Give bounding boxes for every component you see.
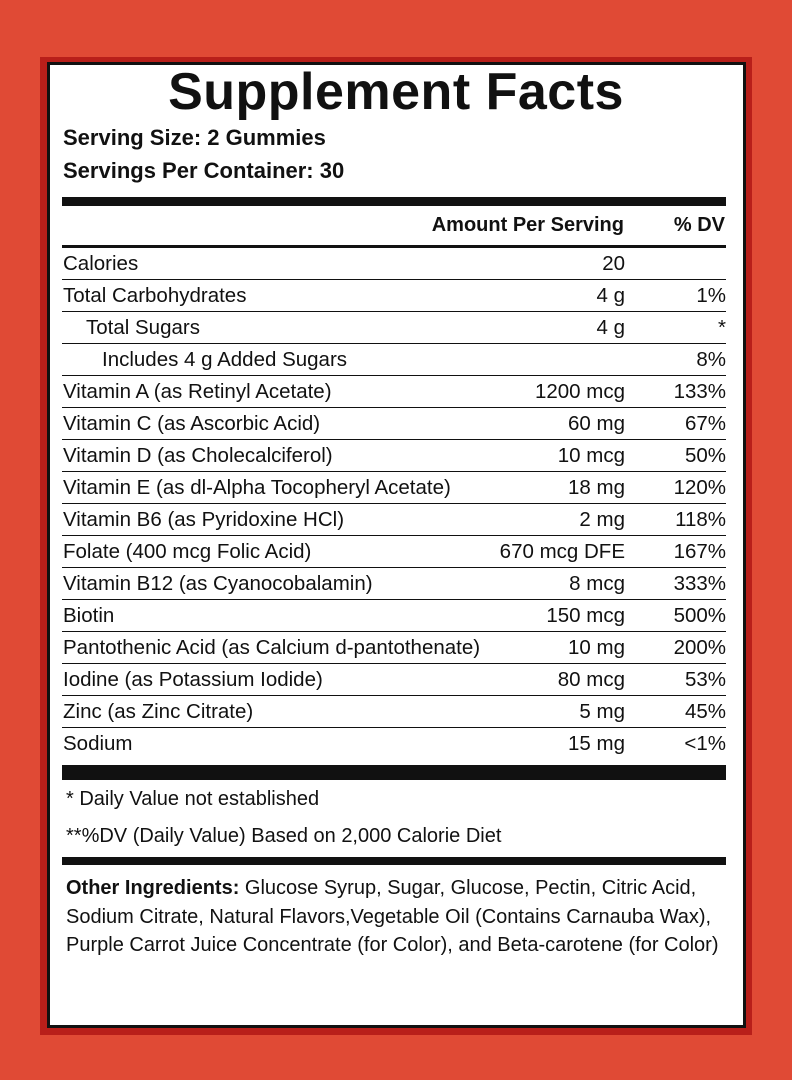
nutrient-name: Biotin <box>63 604 115 627</box>
nutrient-amount: 15 mg <box>568 732 625 755</box>
daily-value-header: % DV <box>673 214 725 236</box>
nutrient-name: Vitamin B6 (as Pyridoxine HCl) <box>63 508 345 531</box>
nutrient-amount: 20 <box>602 252 625 275</box>
nutrient-name: Vitamin A (as Retinyl Acetate) <box>63 380 332 403</box>
nutrient-daily-value: 118% <box>675 508 726 531</box>
nutrient-name: Total Sugars <box>86 316 200 339</box>
table-row <box>62 600 726 632</box>
table-row <box>62 728 726 760</box>
other-ingredients-label: Other Ingredients: <box>66 877 240 899</box>
page-title: Supplement Facts <box>168 63 624 121</box>
nutrient-daily-value: 53% <box>684 668 726 691</box>
nutrient-name: Calories <box>63 252 139 275</box>
nutrient-amount: 4 g <box>596 284 625 307</box>
nutrient-name: Sodium <box>63 732 133 755</box>
nutrient-daily-value: 50% <box>684 444 726 467</box>
table-row <box>62 632 726 664</box>
nutrient-amount: 8 mcg <box>569 572 625 595</box>
footnote-daily-value-basis: **%DV (Daily Value) Based on 2,000 Calorie Diet <box>66 825 502 847</box>
nutrient-name: Vitamin B12 (as Cyanocobalamin) <box>63 572 373 595</box>
nutrient-name: Includes 4 g Added Sugars <box>102 348 348 371</box>
other-ingredients-text: Glucose Syrup, Sugar, Glucose, Pectin, Citric Acid, Sodium Citrate, Natural Flavors,Vegetable Oil (Contains Carnauba Wax), Purple Carrot Juice Concentrate (for Color), and Beta-carotene (for Color) <box>66 877 719 956</box>
nutrient-amount: 18 mg <box>568 476 625 499</box>
footnote-not-established: * Daily Value not established <box>66 788 320 810</box>
nutrient-daily-value: 333% <box>673 572 726 595</box>
nutrient-amount: 5 mg <box>579 700 625 723</box>
nutrient-name: Zinc (as Zinc Citrate) <box>63 700 254 723</box>
nutrient-daily-value: 45% <box>684 700 726 723</box>
nutrient-daily-value: 500% <box>673 604 726 627</box>
nutrient-amount: 60 mg <box>568 412 625 435</box>
table-row <box>62 344 726 376</box>
nutrient-daily-value: * <box>718 316 726 339</box>
nutrient-table <box>62 248 726 760</box>
thick-divider-top <box>62 197 726 206</box>
other-ingredients <box>66 874 726 960</box>
thick-divider-ingredients <box>62 857 726 865</box>
table-row <box>62 312 726 344</box>
nutrient-daily-value: 67% <box>684 412 726 435</box>
table-row <box>62 376 726 408</box>
serving-size: Serving Size: 2 Gummies <box>63 125 326 150</box>
amount-per-serving-header: Amount Per Serving <box>431 214 624 236</box>
table-row <box>62 696 726 728</box>
nutrient-daily-value: 1% <box>696 284 726 307</box>
nutrient-amount: 670 mcg DFE <box>499 540 625 563</box>
nutrient-amount: 4 g <box>596 316 625 339</box>
table-row <box>62 408 726 440</box>
nutrient-daily-value: <1% <box>684 732 726 755</box>
nutrient-amount: 10 mg <box>568 636 625 659</box>
nutrient-daily-value: 200% <box>673 636 726 659</box>
nutrient-amount: 1200 mcg <box>534 380 625 403</box>
table-row <box>62 536 726 568</box>
thick-divider-bottom <box>62 765 726 780</box>
table-row <box>62 504 726 536</box>
nutrient-name: Pantothenic Acid (as Calcium d-pantothenate) <box>63 636 481 659</box>
nutrient-name: Vitamin D (as Cholecalciferol) <box>63 444 333 467</box>
nutrient-name: Folate (400 mcg Folic Acid) <box>63 540 312 563</box>
nutrient-daily-value: 167% <box>673 540 726 563</box>
table-row <box>62 664 726 696</box>
nutrient-name: Vitamin C (as Ascorbic Acid) <box>63 412 321 435</box>
nutrient-amount: 80 mcg <box>557 668 625 691</box>
table-row <box>62 440 726 472</box>
servings-per-container: Servings Per Container: 30 <box>63 158 345 183</box>
nutrient-name: Iodine (as Potassium Iodide) <box>63 668 323 691</box>
nutrient-daily-value: 133% <box>673 380 726 403</box>
table-row <box>62 280 726 312</box>
table-row <box>62 248 726 280</box>
nutrient-daily-value: 8% <box>696 348 726 371</box>
nutrient-amount: 2 mg <box>579 508 625 531</box>
nutrient-amount: 10 mcg <box>557 444 625 467</box>
table-row <box>62 472 726 504</box>
table-row <box>62 568 726 600</box>
nutrient-amount: 150 mcg <box>546 604 625 627</box>
nutrient-name: Total Carbohydrates <box>63 284 247 307</box>
nutrient-name: Vitamin E (as dl-Alpha Tocopheryl Acetate) <box>63 476 451 499</box>
nutrient-daily-value: 120% <box>673 476 726 499</box>
